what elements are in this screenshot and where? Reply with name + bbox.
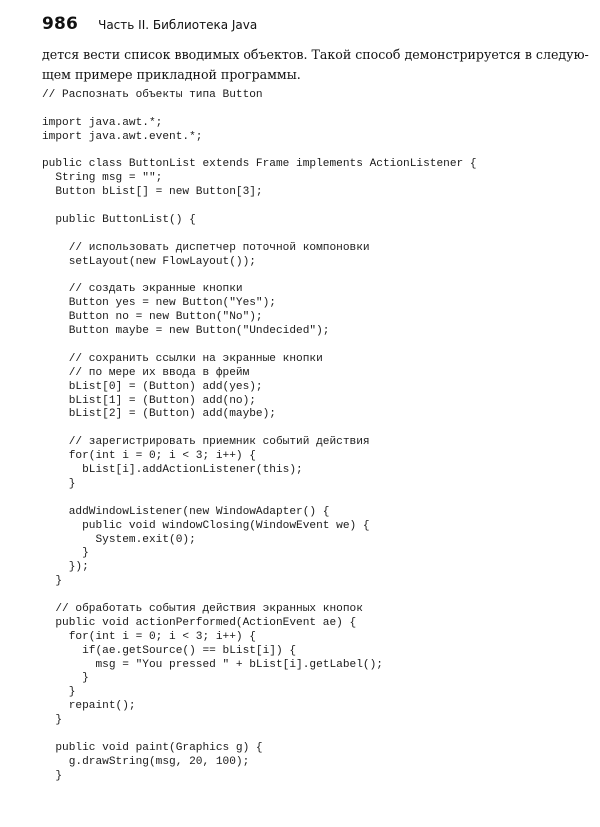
code-line: String msg = "";	[42, 172, 163, 185]
code-line: Button bList[] = new Button[3];	[42, 186, 263, 199]
code-line: // создать экранные кнопки	[42, 283, 243, 296]
code-line: }	[42, 575, 63, 588]
code-line	[42, 228, 477, 242]
code-line: // использовать диспетчер поточной компоновки	[42, 241, 370, 254]
code-line: bList[1] = (Button) add(no);	[42, 394, 256, 407]
code-line: if(ae.getSource() == bList[i]) {	[42, 644, 297, 657]
code-line: bList[i].addActionListener(this);	[42, 464, 303, 477]
code-line: public void actionPerformed(ActionEvent ae) {	[42, 616, 357, 629]
code-line: public void windowClosing(WindowEvent we) {	[42, 519, 370, 532]
code-line: public class ButtonList extends Frame implements ActionListener {	[42, 158, 477, 171]
running-title: Часть II. Библиотека Java	[98, 18, 258, 32]
code-line	[42, 270, 477, 284]
code-line: bList[0] = (Button) add(yes);	[42, 380, 263, 393]
code-line	[42, 145, 477, 159]
code-line: setLayout(new FlowLayout());	[42, 255, 256, 268]
intro-paragraph	[42, 45, 589, 85]
code-line	[42, 422, 477, 436]
code-line: msg = "You pressed " + bList[i].getLabel();	[42, 658, 383, 671]
code-line: }	[42, 547, 89, 560]
code-line: Button yes = new Button("Yes");	[42, 297, 276, 310]
code-line: }	[42, 686, 76, 699]
code-line: }	[42, 769, 63, 782]
code-line: // Распознать объекты типа Button	[42, 89, 263, 101]
code-line: g.drawString(msg, 20, 100);	[42, 755, 250, 768]
code-line: System.exit(0);	[42, 533, 196, 546]
code-line: // обработать события действия экранных кнопок	[42, 602, 363, 615]
code-line: // сохранить ссылки на экранные кнопки	[42, 352, 323, 365]
code-line: // зарегистрировать приемник событий действия	[42, 436, 370, 449]
code-line: Button maybe = new Button("Undecided");	[42, 325, 330, 338]
code-line: public void paint(Graphics g) {	[42, 741, 263, 754]
code-line	[42, 200, 477, 214]
code-line	[42, 103, 477, 117]
code-line	[42, 728, 477, 742]
code-line: bList[2] = (Button) add(maybe);	[42, 408, 276, 421]
code-line: }	[42, 477, 76, 490]
code-line: }	[42, 672, 89, 685]
intro-line: дется вести список вводимых объектов. Такой способ демонстрируется в следую-	[42, 47, 589, 62]
code-line: });	[42, 561, 89, 574]
code-line	[42, 492, 477, 506]
code-line: addWindowListener(new WindowAdapter() {	[42, 505, 330, 518]
page-number: 986	[42, 14, 79, 34]
code-line: Button no = new Button("No");	[42, 311, 263, 324]
intro-line: щем примере прикладной программы.	[42, 67, 301, 82]
code-listing	[42, 89, 477, 784]
code-line: import java.awt.event.*;	[42, 130, 203, 143]
code-line: // по мере их ввода в фрейм	[42, 366, 250, 379]
code-line	[42, 589, 477, 603]
code-line: repaint();	[42, 700, 136, 713]
code-line: public ButtonList() {	[42, 214, 196, 227]
code-line	[42, 339, 477, 353]
code-line: for(int i = 0; i < 3; i++) {	[42, 630, 256, 643]
code-line: import java.awt.*;	[42, 116, 163, 129]
code-line: for(int i = 0; i < 3; i++) {	[42, 450, 256, 463]
code-line: }	[42, 714, 63, 727]
page-header	[42, 14, 257, 38]
